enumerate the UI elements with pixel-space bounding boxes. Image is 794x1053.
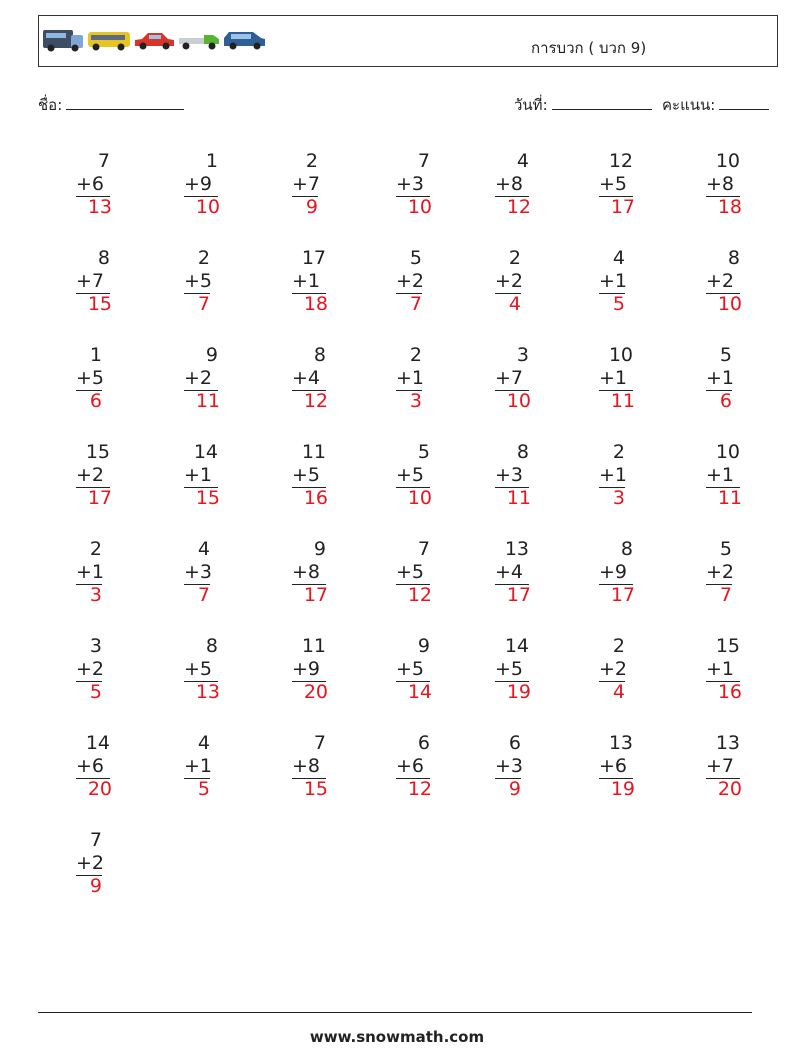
addend-bottom: +5	[396, 561, 425, 583]
minibus-icon	[88, 32, 130, 51]
addend-bottom: +6	[599, 755, 628, 777]
date-blank	[552, 95, 652, 110]
answer: 19	[506, 681, 531, 703]
problem-item	[292, 150, 352, 219]
answer: 13	[87, 196, 112, 218]
problem-item	[396, 344, 456, 413]
addend-bottom: +2	[76, 658, 105, 680]
addend-top: 6	[417, 732, 430, 754]
worksheet-title: การบวก ( บวก 9)	[531, 39, 647, 57]
problem-item	[396, 150, 456, 219]
addend-bottom: +1	[599, 270, 628, 292]
answer: 4	[508, 293, 521, 315]
addend-bottom: +5	[76, 367, 105, 389]
addend-bottom: +6	[396, 755, 425, 777]
addend-top: 10	[715, 150, 740, 172]
addend-bottom: +2	[706, 270, 735, 292]
addend-top: 14	[85, 732, 110, 754]
addend-top: 10	[715, 441, 740, 463]
addend-bottom: +1	[396, 367, 425, 389]
problem-item	[76, 247, 136, 316]
addend-bottom: +8	[292, 755, 321, 777]
problem-item	[76, 344, 136, 413]
addend-bottom: +2	[396, 270, 425, 292]
answer: 17	[87, 487, 112, 509]
addend-bottom: +4	[292, 367, 321, 389]
problem-item	[599, 344, 659, 413]
addend-bottom: +1	[599, 367, 628, 389]
addend-top: 10	[608, 344, 633, 366]
name-field	[38, 93, 184, 117]
answer: 9	[508, 778, 521, 800]
answer: 6	[89, 390, 102, 412]
answer: 18	[303, 293, 328, 315]
name-blank	[66, 95, 184, 110]
answer: 5	[612, 293, 625, 315]
problem-item	[396, 635, 456, 704]
answer: 7	[197, 293, 210, 315]
addend-top: 2	[508, 247, 521, 269]
answer: 5	[197, 778, 210, 800]
problem-item	[184, 150, 244, 219]
addend-bottom: +5	[396, 464, 425, 486]
addend-bottom: +1	[292, 270, 321, 292]
addend-top: 8	[516, 441, 529, 463]
addend-top: 2	[612, 441, 625, 463]
answer: 17	[610, 584, 635, 606]
addend-top: 8	[620, 538, 633, 560]
problem-item	[599, 538, 659, 607]
addend-top: 7	[313, 732, 326, 754]
answer: 16	[717, 681, 742, 703]
problem-item	[495, 635, 555, 704]
addend-bottom: +2	[184, 367, 213, 389]
addend-bottom: +5	[396, 658, 425, 680]
addend-top: 11	[301, 635, 326, 657]
addend-top: 2	[89, 538, 102, 560]
pickup-truck-icon	[179, 35, 219, 50]
problem-item	[706, 150, 766, 219]
addend-bottom: +1	[706, 658, 735, 680]
addend-top: 2	[612, 635, 625, 657]
addend-top: 4	[612, 247, 625, 269]
problem-item	[76, 732, 136, 801]
problem-item	[184, 344, 244, 413]
addend-bottom: +4	[495, 561, 524, 583]
answer: 4	[612, 681, 625, 703]
addend-bottom: +8	[706, 173, 735, 195]
addend-top: 12	[608, 150, 633, 172]
addend-top: 8	[727, 247, 740, 269]
problem-item	[292, 441, 352, 510]
addend-bottom: +3	[396, 173, 425, 195]
addend-bottom: +3	[184, 561, 213, 583]
problem-item	[495, 247, 555, 316]
addend-top: 11	[301, 441, 326, 463]
addend-top: 7	[417, 150, 430, 172]
problem-item	[706, 247, 766, 316]
answer: 10	[407, 487, 432, 509]
answer: 11	[506, 487, 531, 509]
date-field	[514, 93, 652, 117]
addend-top: 8	[205, 635, 218, 657]
addend-top: 14	[504, 635, 529, 657]
answer: 20	[303, 681, 328, 703]
addend-bottom: +7	[292, 173, 321, 195]
answer: 7	[197, 584, 210, 606]
addend-top: 9	[205, 344, 218, 366]
addend-top: 3	[89, 635, 102, 657]
suv-icon	[224, 32, 265, 50]
answer: 20	[717, 778, 742, 800]
answer: 7	[719, 584, 732, 606]
van-icon	[43, 30, 83, 52]
addend-top: 13	[608, 732, 633, 754]
addend-top: 8	[97, 247, 110, 269]
problem-item	[599, 441, 659, 510]
answer: 12	[407, 778, 432, 800]
problem-item	[76, 829, 136, 898]
addend-top: 3	[516, 344, 529, 366]
addend-top: 2	[409, 344, 422, 366]
addend-bottom: +9	[292, 658, 321, 680]
addend-bottom: +1	[184, 464, 213, 486]
answer: 11	[717, 487, 742, 509]
problem-item	[184, 635, 244, 704]
addend-top: 9	[417, 635, 430, 657]
problem-item	[76, 635, 136, 704]
score-blank	[719, 95, 769, 110]
answer: 19	[610, 778, 635, 800]
answer: 3	[89, 584, 102, 606]
addend-bottom: +3	[495, 755, 524, 777]
addend-bottom: +3	[495, 464, 524, 486]
addend-top: 8	[313, 344, 326, 366]
problem-item	[396, 538, 456, 607]
addend-top: 5	[417, 441, 430, 463]
car-icon	[135, 33, 174, 50]
addend-top: 4	[197, 732, 210, 754]
score-field	[662, 93, 769, 117]
answer: 14	[407, 681, 432, 703]
addend-bottom: +6	[76, 755, 105, 777]
addend-bottom: +9	[599, 561, 628, 583]
addend-top: 15	[715, 635, 740, 657]
answer: 15	[87, 293, 112, 315]
answer: 13	[195, 681, 220, 703]
problem-item	[184, 247, 244, 316]
addend-bottom: +5	[292, 464, 321, 486]
problem-item	[495, 732, 555, 801]
answer: 15	[303, 778, 328, 800]
answer: 9	[89, 875, 102, 897]
answer: 12	[303, 390, 328, 412]
addend-bottom: +1	[706, 464, 735, 486]
answer: 16	[303, 487, 328, 509]
addend-top: 1	[205, 150, 218, 172]
addend-top: 5	[719, 538, 732, 560]
addend-top: 7	[89, 829, 102, 851]
addend-bottom: +7	[706, 755, 735, 777]
footer-website: www.snowmath.com	[309, 1028, 485, 1046]
answer: 11	[195, 390, 220, 412]
problem-item	[495, 538, 555, 607]
addend-top: 14	[193, 441, 218, 463]
addend-top: 2	[305, 150, 318, 172]
problem-item	[599, 150, 659, 219]
addend-bottom: +8	[495, 173, 524, 195]
addend-bottom: +7	[76, 270, 105, 292]
answer: 10	[506, 390, 531, 412]
addend-bottom: +2	[76, 464, 105, 486]
answer: 9	[305, 196, 318, 218]
addend-top: 1	[89, 344, 102, 366]
answer: 11	[610, 390, 635, 412]
answer: 3	[612, 487, 625, 509]
problem-item	[495, 150, 555, 219]
problem-item	[706, 538, 766, 607]
answer: 17	[610, 196, 635, 218]
problem-item	[76, 150, 136, 219]
addend-top: 4	[197, 538, 210, 560]
problem-item	[396, 247, 456, 316]
addend-top: 13	[504, 538, 529, 560]
answer: 10	[195, 196, 220, 218]
addend-bottom: +2	[495, 270, 524, 292]
addend-bottom: +2	[706, 561, 735, 583]
addend-top: 4	[516, 150, 529, 172]
problem-item	[599, 635, 659, 704]
answer: 17	[303, 584, 328, 606]
answer: 3	[409, 390, 422, 412]
addend-top: 7	[97, 150, 110, 172]
problem-item	[292, 635, 352, 704]
answer: 7	[409, 293, 422, 315]
name-label: ชื่อ:	[38, 96, 63, 114]
addend-bottom: +5	[184, 270, 213, 292]
problem-item	[495, 344, 555, 413]
answer: 18	[717, 196, 742, 218]
addend-bottom: +1	[184, 755, 213, 777]
addend-bottom: +2	[76, 852, 105, 874]
addend-bottom: +2	[599, 658, 628, 680]
addend-top: 9	[313, 538, 326, 560]
addend-top: 7	[417, 538, 430, 560]
problem-item	[292, 538, 352, 607]
answer: 5	[89, 681, 102, 703]
problem-item	[184, 538, 244, 607]
problem-item	[292, 732, 352, 801]
answer: 10	[407, 196, 432, 218]
problem-item	[184, 732, 244, 801]
answer: 17	[506, 584, 531, 606]
addend-bottom: +5	[184, 658, 213, 680]
addend-top: 6	[508, 732, 521, 754]
answer: 15	[195, 487, 220, 509]
answer: 12	[407, 584, 432, 606]
addend-top: 13	[715, 732, 740, 754]
addend-bottom: +1	[599, 464, 628, 486]
addend-bottom: +5	[599, 173, 628, 195]
problem-item	[599, 732, 659, 801]
problem-item	[706, 344, 766, 413]
addend-bottom: +7	[495, 367, 524, 389]
problem-item	[292, 247, 352, 316]
problem-item	[396, 732, 456, 801]
addend-bottom: +9	[184, 173, 213, 195]
problem-item	[396, 441, 456, 510]
score-label: คะแนน:	[662, 96, 716, 114]
problem-item	[599, 247, 659, 316]
addend-top: 17	[301, 247, 326, 269]
answer: 12	[506, 196, 531, 218]
addend-top: 2	[197, 247, 210, 269]
problem-item	[184, 441, 244, 510]
addend-top: 15	[85, 441, 110, 463]
footer-divider	[38, 1012, 752, 1013]
answer: 20	[87, 778, 112, 800]
date-label: วันที่:	[514, 96, 548, 114]
problem-item	[706, 635, 766, 704]
problem-item	[706, 441, 766, 510]
worksheet-header	[38, 15, 778, 67]
addend-top: 5	[719, 344, 732, 366]
problem-item	[76, 538, 136, 607]
problem-item	[292, 344, 352, 413]
addend-bottom: +6	[76, 173, 105, 195]
addend-bottom: +5	[495, 658, 524, 680]
addend-bottom: +8	[292, 561, 321, 583]
answer: 10	[717, 293, 742, 315]
addend-top: 5	[409, 247, 422, 269]
vehicle-icons	[41, 27, 271, 53]
problem-item	[706, 732, 766, 801]
problem-item	[76, 441, 136, 510]
problem-item	[495, 441, 555, 510]
addend-bottom: +1	[706, 367, 735, 389]
answer: 6	[719, 390, 732, 412]
addend-bottom: +1	[76, 561, 105, 583]
